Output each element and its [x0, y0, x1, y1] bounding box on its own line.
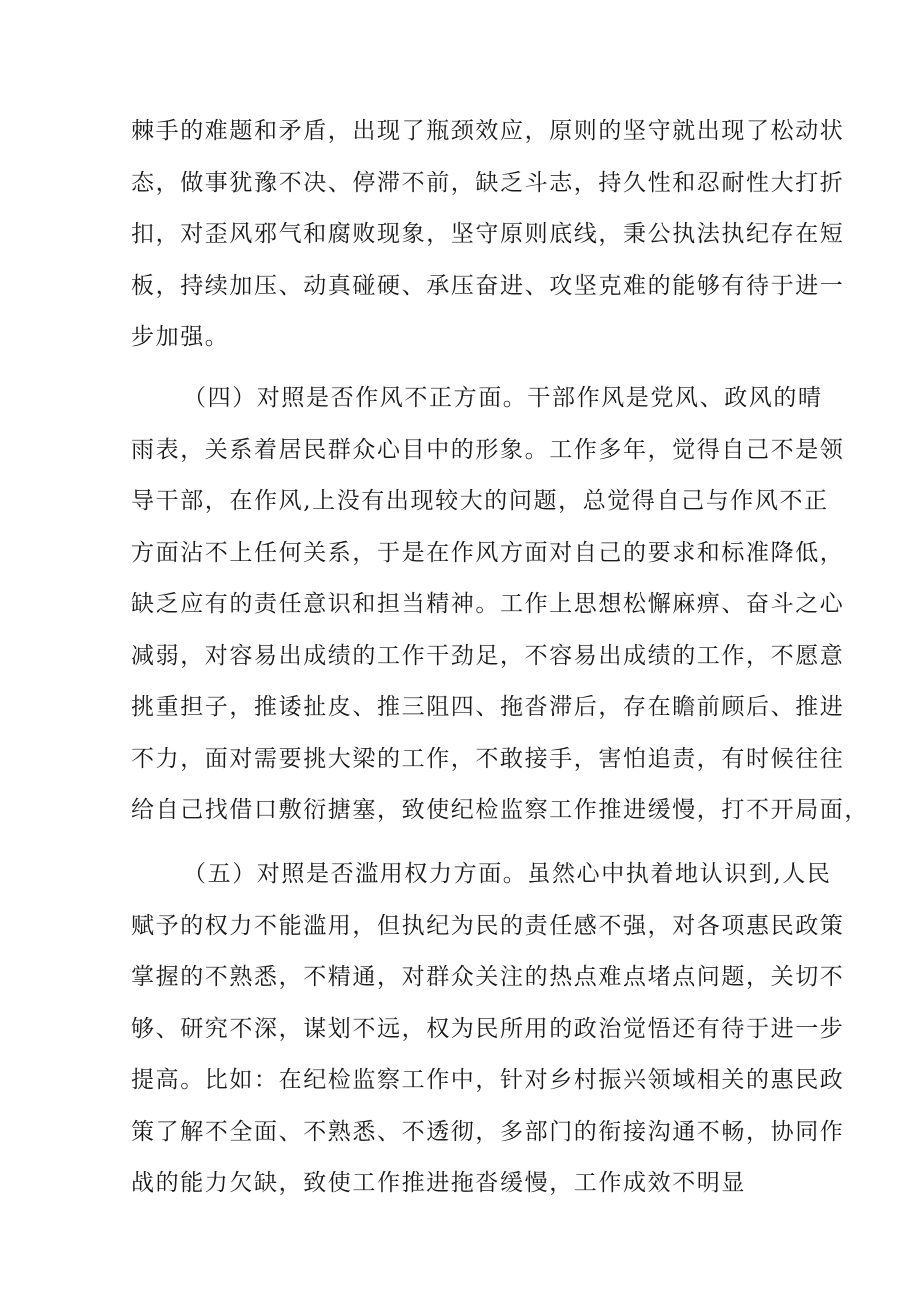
text-line: 板，持续加压、动真碰硬、承压奋进、攻坚克难的能够有待于进一 — [131, 272, 845, 299]
text-line: 提高。比如：在纪检监察工作中，针对乡村振兴领域相关的惠民政 — [131, 1067, 845, 1093]
text-line: 减弱，对容易出成绩的工作干劲足，不容易出成绩的工作，不愿意 — [131, 642, 845, 669]
text-line: 挑重担子，推诿扯皮、推三阻四、拖沓滞后，存在瞻前顾后、推进 — [131, 694, 845, 720]
text-line: 策了解不全面、不熟悉、不透彻，多部门的衔接沟通不畅，协同作 — [131, 1118, 845, 1145]
text-line: 方面沾不上任何关系，于是在作风方面对自己的要求和标准降低， — [131, 539, 845, 566]
text-line: 步加强。 — [131, 324, 230, 350]
section-four-heading-line: （四）对照是否作风不正方面。干部作风是党风、政风的晴 — [183, 385, 823, 411]
text-line: 给自己找借口敷衍搪塞，致使纪检监察工作推进缓慢，打不开局面， — [131, 797, 869, 823]
text-line: 雨表，关系着居民群众心目中的形象。工作多年，觉得自己不是领 — [131, 436, 845, 463]
paragraph-continuation — [131, 106, 845, 364]
text-line: 导干部，在作风,上没有出现较大的问题，总觉得自己与作风不正 — [131, 488, 829, 514]
section-five-heading-line: （五）对照是否滥用权力方面。虽然心中执着地认识到,人民 — [183, 861, 832, 887]
text-line: 扣，对歪风邪气和腐败现象，坚守原则底线，秉公执法执纪存在短 — [131, 221, 845, 247]
text-line: 棘手的难题和矛盾，出现了瓶颈效应，原则的坚守就出现了松动状 — [131, 118, 845, 144]
text-line: 赋予的权力不能滥用，但执纪为民的责任感不强，对各项惠民政策 — [131, 912, 845, 939]
text-line: 够、研究不深，谋划不远，权为民所用的政治觉悟还有待于进一步 — [131, 1015, 845, 1042]
section-five-paragraph — [131, 849, 845, 1210]
text-line: 不力，面对需要挑大梁的工作，不敢接手，害怕追责，有时候往往 — [131, 745, 845, 772]
text-line: 缺乏应有的责任意识和担当精神。工作上思想松懈麻痹、奋斗之心 — [131, 591, 845, 617]
text-line: 掌握的不熟悉，不精通，对群众关注的热点难点堵点问题，关切不 — [131, 964, 845, 990]
text-line: 态，做事犹豫不决、停滞不前，缺乏斗志，持久性和忍耐性大打折 — [131, 169, 845, 196]
text-line: 战的能力欠缺，致使工作推进拖沓缓慢，工作成效不明显 — [131, 1170, 746, 1196]
section-four-paragraph — [131, 373, 869, 837]
